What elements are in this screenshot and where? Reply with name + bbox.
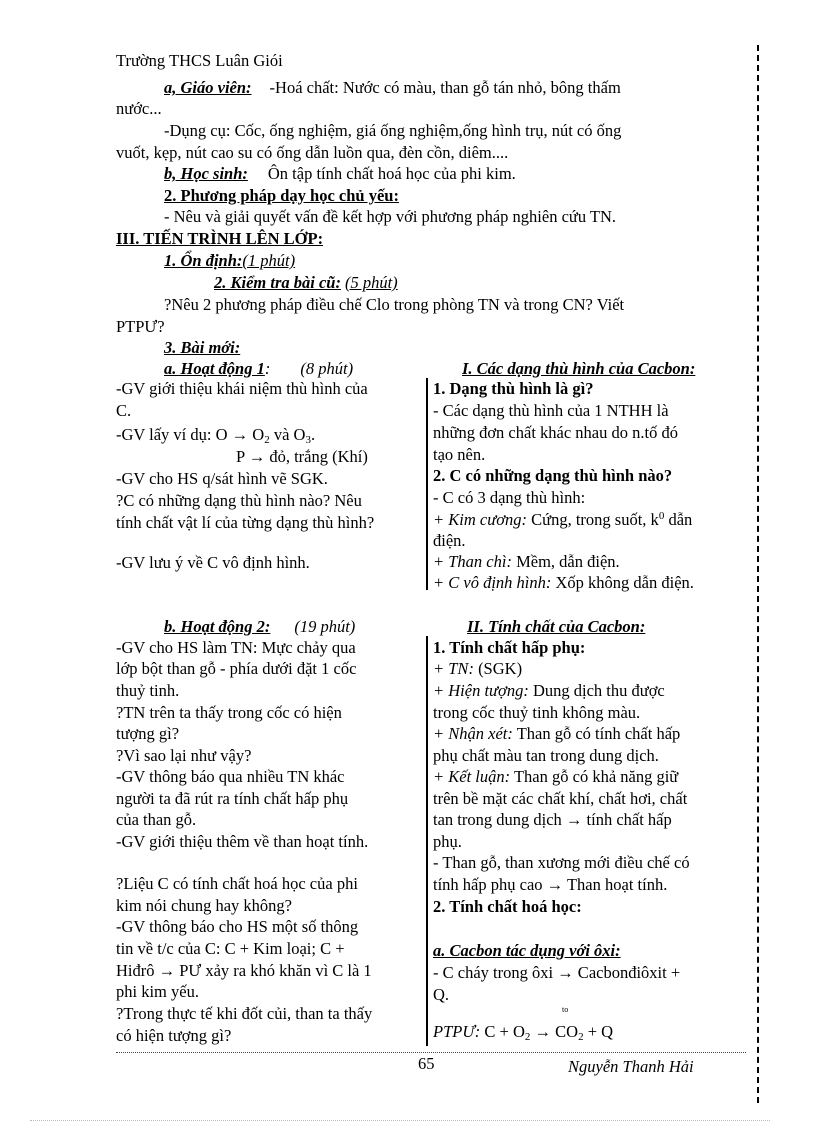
tn-text: (SGK) — [473, 659, 523, 678]
act1-left-5: -GV cho HS q/sát hình vẽ SGK. — [116, 469, 328, 488]
conclusion-text: Than gỗ có khả năng giữ — [510, 767, 679, 786]
right-page-border — [757, 45, 759, 1103]
act1-left-3 — [116, 424, 315, 445]
activity-1-colon: : — [264, 359, 271, 378]
act2-left-11: ?Liệu C có tính chất hoá học của phi — [116, 874, 358, 893]
act1-left-3-sub2: 3 — [305, 434, 311, 446]
act1-left-3-pre: -GV lấy ví dụ: O → O — [116, 425, 265, 444]
author-name: Nguyễn Thanh Hải — [568, 1057, 694, 1076]
act2-left-1: -GV cho HS làm TN: Mực chảy qua — [116, 638, 356, 657]
teacher-text: -Hoá chất: Nước có màu, than gỗ tán nhỏ, bông thấm — [269, 78, 621, 97]
act2-left-18: có hiện tượng gì? — [116, 1026, 232, 1045]
activity-1-heading — [164, 358, 353, 379]
equation-sub1: 2 — [524, 1031, 531, 1043]
act2-left-5: tượng gì? — [116, 724, 180, 743]
phenomenon-label: + Hiện tượng: — [433, 681, 529, 700]
act2-left-6: ?Vì sao lại như vậy? — [116, 746, 252, 765]
act1-right-8 — [433, 572, 694, 593]
step-2-label: 2. Kiểm tra bài cũ: — [214, 273, 341, 292]
act2-left-16: phi kim yếu. — [116, 982, 199, 1001]
act2-left-2: lớp bột than gỗ - phía dưới đặt 1 cốc — [116, 659, 357, 678]
act1-right-7 — [433, 551, 620, 572]
act1-left-3-sub1: 2 — [264, 434, 270, 446]
step-1-time: (1 phút) — [242, 251, 296, 270]
prep-line-teacher — [164, 77, 621, 98]
act1-left-1: -GV giới thiệu khái niệm thù hình của — [116, 379, 368, 398]
act2-left-3: thuỷ tinh. — [116, 681, 180, 700]
act1-right-2: những đơn chất khác nhau do n.tố đó — [433, 423, 678, 442]
act2-right-9: phụ. — [433, 832, 462, 851]
act1-right-3: tạo nên. — [433, 445, 486, 464]
act1-left-8: -GV lưu ý về C vô định hình. — [116, 553, 310, 572]
amorphous-label: + C vô định hình: — [433, 573, 552, 592]
act1-left-6: ?C có những dạng thù hình nào? Nêu — [116, 491, 362, 510]
method-title: 2. Phương pháp dạy học chủ yếu: — [164, 186, 399, 205]
act2-right-3: trong cốc thuỷ tinh không màu. — [433, 703, 641, 722]
student-label: b, Học sinh: — [164, 164, 248, 183]
process-title: III. TIẾN TRÌNH LÊN LỚP: — [116, 229, 324, 248]
act2-left-10: -GV giới thiệu thêm về than hoạt tính. — [116, 832, 369, 851]
act1-right-6: điện. — [433, 531, 466, 550]
act2-left-12: kim nói chung hay không? — [116, 896, 292, 915]
equation-sub2: 2 — [578, 1031, 584, 1043]
tn-label: + TN: — [433, 659, 474, 678]
equation-label: PTPƯ: — [433, 1022, 481, 1041]
teacher-text-cont: nước... — [116, 99, 162, 118]
activity-2-heading — [164, 616, 355, 637]
remark-label: + Nhận xét: — [433, 724, 513, 743]
act2-left-9: của than gỗ. — [116, 810, 197, 829]
phenomenon-text: Dung dịch thu được — [528, 681, 665, 700]
graphite-text: Mềm, dẫn điện. — [511, 552, 620, 571]
equation-end: + Q — [583, 1022, 614, 1041]
act2-right-8: tan trong dung dịch → tính chất hấp — [433, 810, 672, 829]
act2-left-14: tin về t/c của C: C + Kim loại; C + — [116, 939, 345, 958]
activity-1-time: (8 phút) — [300, 359, 354, 378]
activity-2-time: (19 phút) — [294, 617, 356, 636]
act1-right-4: - C có 3 dạng thù hình: — [433, 488, 586, 507]
equation-mid: → CO — [530, 1022, 579, 1041]
teacher-label: a, Giáo viên: — [164, 78, 252, 97]
act2-left-15: Hiđrô → PƯ xảy ra khó khăn vì C là 1 — [116, 961, 372, 980]
act1-left-4: P → đỏ, trắng (Khí) — [236, 447, 368, 466]
act2-left-4: ?TN trên ta thấy trong cốc có hiện — [116, 703, 342, 722]
act2-right-heading-3: a. Cacbon tác dụng với ôxi: — [433, 941, 621, 960]
section-1-title: I. Các dạng thù hình của Cacbon: — [462, 359, 696, 378]
act1-left-7: tính chất vật lí của từng dạng thù hình? — [116, 513, 375, 532]
act2-right-1 — [433, 658, 522, 679]
conclusion-label: + Kết luận: — [433, 767, 511, 786]
amorphous-text: Xốp không dẫn điện. — [551, 573, 694, 592]
act2-right-13: Q. — [433, 985, 450, 1004]
column-divider-1 — [426, 378, 428, 590]
student-text: Ôn tập tính chất hoá học của phi kim. — [267, 164, 516, 183]
step-1-label: 1. Ổn định: — [164, 251, 243, 270]
act1-right-heading-1: 1. Dạng thù hình là gì? — [433, 379, 594, 398]
step-2 — [214, 272, 398, 293]
step-2-time: (5 phút) — [344, 273, 398, 292]
act2-left-17: ?Trong thực tế khi đốt củi, than ta thấy — [116, 1004, 373, 1023]
page-number: 65 — [418, 1054, 435, 1073]
step-3-label: 3. Bài mới: — [164, 338, 241, 357]
act2-right-2 — [433, 680, 665, 701]
remark-text: Than gỗ có tính chất hấp — [512, 724, 681, 743]
diamond-end: dẫn — [664, 510, 693, 529]
question-line-2: PTPƯ? — [116, 317, 165, 336]
equation-pre: C + O — [480, 1022, 525, 1041]
act2-right-12: - C cháy trong ôxi → Cacbonđiôxit + — [433, 963, 681, 982]
act2-right-heading-1: 1. Tính chất hấp phụ: — [433, 638, 586, 657]
act2-right-11: tính hấp phụ cao → Than hoạt tính. — [433, 875, 668, 894]
act1-right-heading-2: 2. C có những dạng thù hình nào? — [433, 466, 673, 485]
act2-left-8: người ta đã rút ra tính chất hấp phụ — [116, 789, 349, 808]
act2-right-10: - Than gỗ, than xương mới điều chế có — [433, 853, 690, 872]
bottom-page-border — [30, 1120, 770, 1121]
act1-left-2: C. — [116, 401, 132, 420]
diamond-label: + Kim cương: — [433, 510, 528, 529]
section-2-title: II. Tính chất của Cacbon: — [467, 617, 646, 636]
school-header: Trường THCS Luân Giói — [116, 51, 283, 70]
act2-right-4 — [433, 723, 680, 744]
act1-left-3-mid: và O — [269, 425, 306, 444]
act1-left-3-end: . — [310, 425, 316, 444]
activity-1-label: a. Hoạt động 1 — [164, 359, 265, 378]
tools-line-2: vuốt, kẹp, nút cao su có ống dẫn luồn qua, đèn cồn, diêm.... — [116, 143, 509, 162]
graphite-label: + Than chì: — [433, 552, 512, 571]
prep-line-student — [164, 163, 516, 184]
equation-condition: to — [562, 1005, 569, 1014]
act2-right-5: phụ chất màu tan trong dung dịch. — [433, 746, 659, 765]
act2-right-7: trên bề mặt các chất khí, chất hơi, chất — [433, 789, 688, 808]
equation-line — [433, 1021, 613, 1042]
tools-line-1: -Dụng cụ: Cốc, ống nghiệm, giá ống nghiệm,ống hình trụ, nút có ống — [164, 121, 622, 140]
act2-right-heading-2: 2. Tính chất hoá học: — [433, 897, 582, 916]
act1-right-1: - Các dạng thù hình của 1 NTHH là — [433, 401, 669, 420]
column-divider-2 — [426, 636, 428, 1046]
activity-2-label: b. Hoạt động 2: — [164, 617, 271, 636]
act1-right-5 — [433, 509, 692, 530]
method-text: - Nêu và giải quyết vấn đề kết hợp với phương pháp nghiên cứu TN. — [164, 207, 617, 226]
act2-left-7: -GV thông báo qua nhiều TN khác — [116, 767, 345, 786]
diamond-sup: 0 — [658, 510, 665, 522]
act2-left-13: -GV thông báo cho HS một số thông — [116, 917, 359, 936]
diamond-text: Cứng, trong suốt, k — [527, 510, 659, 529]
act2-right-6 — [433, 766, 678, 787]
step-1 — [164, 250, 295, 271]
question-line-1: ?Nêu 2 phương pháp điều chế Clo trong phòng TN và trong CN? Viết — [164, 295, 625, 314]
